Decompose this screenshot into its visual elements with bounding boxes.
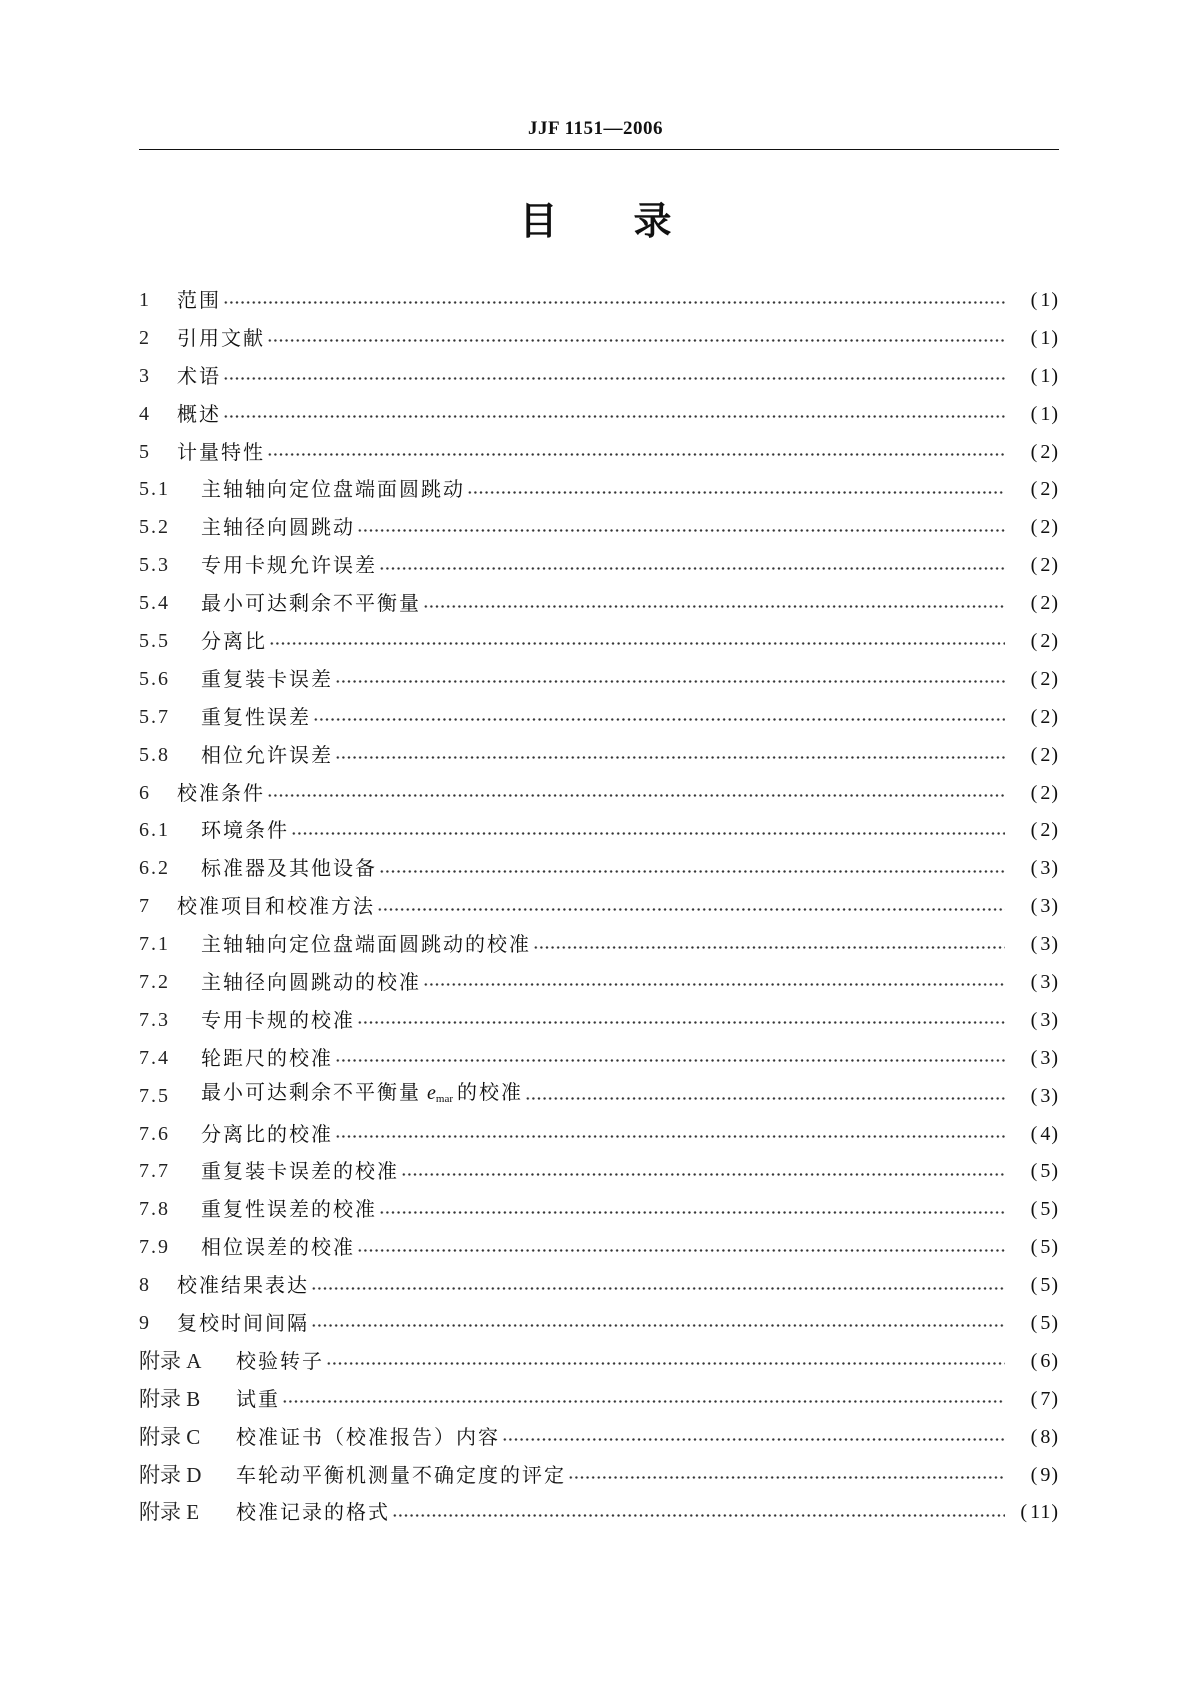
page-number-value: 2 — [1040, 440, 1052, 463]
toc-entry-title: 校准记录的格式 — [236, 1500, 390, 1525]
toc-page-number — [1009, 440, 1059, 464]
toc-entry-title: 重复性误差的校准 — [201, 1197, 377, 1222]
open-paren: ( — [1030, 1274, 1041, 1297]
toc-entry-number: 7.6 — [139, 1122, 170, 1145]
open-paren: ( — [1030, 516, 1041, 539]
toc-entry-number: 5.6 — [139, 667, 170, 690]
open-paren: ( — [1030, 440, 1041, 463]
close-paren: ) — [1051, 1274, 1059, 1297]
toc-page-number — [1009, 629, 1059, 653]
open-paren: ( — [1030, 970, 1041, 993]
toc-entry-number: 7.3 — [139, 1008, 170, 1031]
toc-dot-leader — [326, 1357, 1005, 1371]
toc-entry[interactable] — [139, 1494, 1059, 1532]
close-paren: ) — [1051, 1084, 1059, 1107]
open-paren: ( — [1030, 933, 1041, 956]
page-number-value: 5 — [1040, 1274, 1052, 1297]
toc-entry[interactable] — [139, 470, 1059, 508]
toc-entry-title: 轮距尺的校准 — [201, 1045, 333, 1070]
toc-entry-number: 6 — [139, 781, 151, 804]
toc-entry-number: 6.1 — [139, 819, 170, 842]
close-paren: ) — [1051, 781, 1059, 804]
toc-entry-number: 4 — [139, 402, 151, 425]
math-symbol-subscript: mar — [435, 1093, 453, 1106]
toc-page-number — [1009, 743, 1059, 767]
running-header: JJF 1151—2006 — [527, 118, 664, 139]
close-paren: ) — [1051, 705, 1059, 728]
toc-entry-title: 主轴径向圆跳动 — [201, 515, 355, 540]
toc-page-number — [1009, 288, 1059, 312]
toc-entry-title: 专用卡规的校准 — [201, 1007, 355, 1032]
open-paren: ( — [1030, 288, 1041, 311]
toc-entry[interactable] — [139, 963, 1059, 1001]
toc-entry-title: 校准结果表达 — [177, 1273, 309, 1298]
close-paren: ) — [1051, 1160, 1059, 1183]
close-paren: ) — [1051, 478, 1059, 501]
close-paren: ) — [1051, 326, 1059, 349]
toc-entry-number: 5.2 — [139, 516, 170, 539]
page-title-char-1: 目 — [519, 199, 558, 243]
page-number-value: 1 — [1040, 288, 1052, 311]
toc-entry[interactable] — [139, 736, 1059, 774]
toc-dot-leader — [392, 1508, 1005, 1522]
page-number-value: 5 — [1040, 1311, 1052, 1334]
toc-entry[interactable] — [139, 1190, 1059, 1228]
close-paren: ) — [1051, 1236, 1059, 1259]
toc-entry-number: 7.2 — [139, 970, 170, 993]
close-paren: ) — [1051, 819, 1059, 842]
toc-entry-number: 5.4 — [139, 592, 170, 615]
toc-entry-number: 6.2 — [139, 857, 170, 880]
toc-entry-number: 7 — [139, 895, 151, 918]
open-paren: ( — [1030, 819, 1041, 842]
toc-page-number — [1009, 553, 1059, 577]
close-paren: ) — [1051, 933, 1059, 956]
toc-entry[interactable] — [139, 1342, 1059, 1380]
close-paren: ) — [1051, 554, 1059, 577]
toc-page-number — [1009, 1349, 1059, 1373]
toc-entry[interactable] — [139, 1418, 1059, 1456]
toc-dot-leader — [568, 1471, 1005, 1485]
close-paren: ) — [1051, 1387, 1059, 1410]
toc-entry-title: 标准器及其他设备 — [201, 856, 377, 881]
page-number-value: 8 — [1040, 1425, 1052, 1448]
toc-entry-number: 附录 E — [139, 1500, 200, 1525]
page-number-value: 3 — [1040, 1084, 1052, 1107]
toc-dot-leader — [357, 1243, 1005, 1257]
toc-entry-title: 计量特性 — [177, 439, 265, 464]
toc-entry-title: 相位误差的校准 — [201, 1235, 355, 1260]
page-number-value: 3 — [1040, 970, 1052, 993]
toc-entry-title: 复校时间间隔 — [177, 1310, 309, 1335]
open-paren: ( — [1030, 1236, 1041, 1259]
close-paren: ) — [1051, 743, 1059, 766]
close-paren: ) — [1051, 1425, 1059, 1448]
toc-entry-number: 7.7 — [139, 1160, 170, 1183]
toc-page-number — [1009, 1463, 1059, 1487]
toc-entry-number: 附录 C — [139, 1424, 201, 1449]
toc-page-number — [1009, 1122, 1059, 1146]
toc-dot-leader — [357, 1016, 1005, 1030]
open-paren: ( — [1030, 629, 1041, 652]
toc-entry[interactable] — [139, 508, 1059, 546]
toc-entry-number: 2 — [139, 326, 151, 349]
toc-page-number — [1009, 1500, 1059, 1524]
toc-entry[interactable] — [139, 660, 1059, 698]
toc-entry[interactable] — [139, 887, 1059, 925]
page-title-char-2: 录 — [633, 199, 672, 243]
toc-entry-title: 概述 — [177, 401, 221, 426]
toc-page-number — [1009, 1425, 1059, 1449]
open-paren: ( — [1030, 1387, 1041, 1410]
toc-dot-leader — [223, 296, 1005, 310]
toc-entry-title: 校准条件 — [177, 780, 265, 805]
toc-entry[interactable] — [139, 319, 1059, 357]
toc-dot-leader — [423, 599, 1005, 613]
toc-dot-leader — [467, 485, 1005, 499]
page-number-value: 2 — [1040, 667, 1052, 690]
toc-entry-title: 分离比的校准 — [201, 1121, 333, 1146]
toc-entry-number: 7.4 — [139, 1046, 170, 1069]
toc-entry-title: 环境条件 — [201, 818, 289, 843]
open-paren: ( — [1030, 1425, 1041, 1448]
toc-dot-leader — [282, 1395, 1005, 1409]
toc-page-number — [1009, 1197, 1059, 1221]
open-paren: ( — [1030, 1311, 1041, 1334]
page-number-value: 2 — [1040, 629, 1052, 652]
close-paren: ) — [1051, 1501, 1059, 1524]
toc-page-number — [1009, 1235, 1059, 1259]
toc-entry-title: 最小可达剩余不平衡量 — [201, 591, 421, 616]
close-paren: ) — [1051, 364, 1059, 387]
toc-entry[interactable] — [139, 1039, 1059, 1077]
toc-entry-number: 7.5 — [139, 1084, 170, 1107]
open-paren: ( — [1030, 1198, 1041, 1221]
close-paren: ) — [1051, 1311, 1059, 1334]
toc-entry-title: 重复装卡误差 — [201, 666, 333, 691]
page-number-value: 11 — [1030, 1501, 1052, 1524]
toc-entry-number: 3 — [139, 364, 151, 387]
toc-entry-title: 专用卡规允许误差 — [201, 553, 377, 578]
toc-entry[interactable] — [139, 1115, 1059, 1153]
toc-entry[interactable] — [139, 774, 1059, 812]
toc-entry-title: 相位允许误差 — [201, 742, 333, 767]
toc-page-number — [1009, 1084, 1059, 1108]
toc-entry-title: 主轴轴向定位盘端面圆跳动的校准 — [201, 932, 531, 957]
math-symbol — [427, 1082, 457, 1104]
toc-entry-title: 主轴径向圆跳动的校准 — [201, 969, 421, 994]
toc-entry[interactable] — [139, 1380, 1059, 1418]
toc-entry-title: 重复性误差 — [201, 704, 311, 729]
close-paren: ) — [1051, 857, 1059, 880]
toc-dot-leader — [267, 334, 1005, 348]
toc-entry[interactable] — [139, 1304, 1059, 1342]
toc-page-number — [1009, 1046, 1059, 1070]
toc-entry[interactable] — [139, 395, 1059, 433]
toc-dot-leader — [223, 410, 1005, 424]
open-paren: ( — [1030, 743, 1041, 766]
toc-dot-leader — [379, 864, 1005, 878]
toc-entry-number: 7.9 — [139, 1236, 170, 1259]
toc-entry-title-text: 最小可达剩余不平衡量 — [201, 1080, 421, 1105]
toc-entry-title: 分离比 — [201, 628, 267, 653]
toc-entry[interactable] — [139, 1228, 1059, 1266]
table-of-contents — [139, 281, 1059, 1531]
toc-entry[interactable] — [139, 1001, 1059, 1039]
page-number-value: 6 — [1040, 1349, 1052, 1372]
page-number-value: 1 — [1040, 364, 1052, 387]
toc-dot-leader — [223, 372, 1005, 386]
close-paren: ) — [1051, 592, 1059, 615]
close-paren: ) — [1051, 895, 1059, 918]
close-paren: ) — [1051, 440, 1059, 463]
page-number-value: 3 — [1040, 1008, 1052, 1031]
toc-entry[interactable] — [139, 1456, 1059, 1494]
toc-page-number — [1009, 1387, 1059, 1411]
open-paren: ( — [1020, 1501, 1031, 1524]
open-paren: ( — [1030, 781, 1041, 804]
toc-dot-leader — [311, 1319, 1005, 1333]
toc-entry-number: 8 — [139, 1274, 151, 1297]
toc-entry[interactable] — [139, 1152, 1059, 1190]
close-paren: ) — [1051, 288, 1059, 311]
toc-dot-leader — [377, 902, 1005, 916]
toc-entry-title: 术语 — [177, 363, 221, 388]
page-number-value: 2 — [1040, 478, 1052, 501]
toc-entry-number: 1 — [139, 288, 151, 311]
close-paren: ) — [1051, 1008, 1059, 1031]
toc-dot-leader — [379, 561, 1005, 575]
header-rule — [139, 149, 1059, 150]
toc-entry-number: 5.3 — [139, 554, 170, 577]
toc-entry-title: 车轮动平衡机测量不确定度的评定 — [236, 1462, 566, 1487]
toc-page-number — [1009, 705, 1059, 729]
toc-page-number — [1009, 477, 1059, 501]
toc-entry-number: 7.1 — [139, 933, 170, 956]
open-paren: ( — [1030, 895, 1041, 918]
open-paren: ( — [1030, 667, 1041, 690]
toc-page-number — [1009, 667, 1059, 691]
page-number-value: 2 — [1040, 819, 1052, 842]
page-number-value: 3 — [1040, 933, 1052, 956]
page-number-value: 1 — [1040, 402, 1052, 425]
open-paren: ( — [1030, 857, 1041, 880]
toc-dot-leader — [525, 1092, 1005, 1106]
close-paren: ) — [1051, 1198, 1059, 1221]
page-number-value: 7 — [1040, 1387, 1052, 1410]
open-paren: ( — [1030, 326, 1041, 349]
toc-dot-leader — [502, 1433, 1005, 1447]
page-number-value: 1 — [1040, 326, 1052, 349]
toc-page-number — [1009, 894, 1059, 918]
toc-entry[interactable] — [139, 811, 1059, 849]
toc-page-number — [1009, 1159, 1059, 1183]
toc-dot-leader — [379, 1205, 1005, 1219]
page-number-value: 2 — [1040, 592, 1052, 615]
open-paren: ( — [1030, 1084, 1041, 1107]
toc-entry[interactable] — [139, 849, 1059, 887]
toc-entry-title: 校验转子 — [236, 1348, 324, 1373]
toc-entry-number: 附录 D — [139, 1462, 202, 1487]
page-number-value: 9 — [1040, 1463, 1052, 1486]
page-number-value: 5 — [1040, 1198, 1052, 1221]
toc-entry[interactable] — [139, 1266, 1059, 1304]
toc-dot-leader — [401, 1167, 1005, 1181]
toc-dot-leader — [335, 675, 1005, 689]
toc-entry-number: 附录 A — [139, 1348, 202, 1373]
close-paren: ) — [1051, 667, 1059, 690]
toc-entry[interactable] — [139, 357, 1059, 395]
open-paren: ( — [1030, 1046, 1041, 1069]
toc-entry-number: 5.7 — [139, 705, 170, 728]
open-paren: ( — [1030, 592, 1041, 615]
close-paren: ) — [1051, 402, 1059, 425]
toc-entry-number: 7.8 — [139, 1198, 170, 1221]
toc-entry[interactable] — [139, 433, 1059, 471]
open-paren: ( — [1030, 705, 1041, 728]
toc-entry-title: 引用文献 — [177, 325, 265, 350]
toc-entry-number: 9 — [139, 1311, 151, 1334]
toc-dot-leader — [313, 713, 1005, 727]
open-paren: ( — [1030, 1122, 1041, 1145]
open-paren: ( — [1030, 1463, 1041, 1486]
toc-entry-title: 试重 — [236, 1386, 280, 1411]
toc-dot-leader — [533, 940, 1005, 954]
page-number-value: 2 — [1040, 554, 1052, 577]
page-number-value: 5 — [1040, 1160, 1052, 1183]
open-paren: ( — [1030, 1160, 1041, 1183]
toc-dot-leader — [423, 978, 1005, 992]
toc-entry[interactable] — [139, 584, 1059, 622]
page-number-value: 2 — [1040, 781, 1052, 804]
toc-entry[interactable] — [139, 925, 1059, 963]
toc-page-number — [1009, 1008, 1059, 1032]
toc-entry-title: 主轴轴向定位盘端面圆跳动 — [201, 477, 465, 502]
close-paren: ) — [1051, 1463, 1059, 1486]
toc-page-number — [1009, 515, 1059, 539]
toc-entry-title — [201, 1080, 523, 1111]
close-paren: ) — [1051, 1046, 1059, 1069]
page-number-value: 2 — [1040, 705, 1052, 728]
toc-dot-leader — [269, 637, 1005, 651]
toc-entry-number: 5.8 — [139, 743, 170, 766]
toc-page-number — [1009, 1311, 1059, 1335]
page-number-value: 3 — [1040, 857, 1052, 880]
math-symbol-base: e — [427, 1082, 436, 1105]
toc-page-number — [1009, 326, 1059, 350]
open-paren: ( — [1030, 402, 1041, 425]
page-title — [0, 197, 1191, 245]
toc-entry[interactable] — [139, 281, 1059, 319]
page-number-value: 2 — [1040, 743, 1052, 766]
toc-entry-title: 校准证书（校准报告）内容 — [236, 1424, 500, 1449]
page-number-value: 4 — [1040, 1122, 1052, 1145]
close-paren: ) — [1051, 516, 1059, 539]
toc-page-number — [1009, 402, 1059, 426]
open-paren: ( — [1030, 478, 1041, 501]
toc-page-number — [1009, 856, 1059, 880]
toc-entry-number: 附录 B — [139, 1386, 201, 1411]
toc-entry-title: 范围 — [177, 287, 221, 312]
toc-entry[interactable] — [139, 546, 1059, 584]
open-paren: ( — [1030, 554, 1041, 577]
page-number-value: 5 — [1040, 1236, 1052, 1259]
toc-page-number — [1009, 364, 1059, 388]
toc-entry[interactable] — [139, 622, 1059, 660]
toc-page-number — [1009, 591, 1059, 615]
toc-dot-leader — [335, 1054, 1005, 1068]
toc-entry[interactable] — [139, 1077, 1059, 1115]
open-paren: ( — [1030, 1349, 1041, 1372]
toc-entry-title: 重复装卡误差的校准 — [201, 1159, 399, 1184]
toc-dot-leader — [335, 751, 1005, 765]
toc-page-number — [1009, 781, 1059, 805]
toc-page-number — [1009, 932, 1059, 956]
close-paren: ) — [1051, 1122, 1059, 1145]
toc-dot-leader — [335, 1130, 1005, 1144]
toc-dot-leader — [357, 523, 1005, 537]
toc-dot-leader — [267, 789, 1005, 803]
toc-page-number — [1009, 1273, 1059, 1297]
toc-entry-number: 5.1 — [139, 478, 170, 501]
close-paren: ) — [1051, 629, 1059, 652]
page-number-value: 3 — [1040, 895, 1052, 918]
page-number-value: 2 — [1040, 516, 1052, 539]
open-paren: ( — [1030, 364, 1041, 387]
toc-entry[interactable] — [139, 698, 1059, 736]
toc-entry-title: 校准项目和校准方法 — [177, 894, 375, 919]
toc-entry-number: 5.5 — [139, 629, 170, 652]
close-paren: ) — [1051, 1349, 1059, 1372]
toc-dot-leader — [311, 1281, 1005, 1295]
toc-entry-number: 5 — [139, 440, 151, 463]
toc-dot-leader — [267, 448, 1005, 462]
toc-page-number — [1009, 970, 1059, 994]
toc-dot-leader — [291, 826, 1005, 840]
page-number-value: 3 — [1040, 1046, 1052, 1069]
toc-page-number — [1009, 818, 1059, 842]
close-paren: ) — [1051, 970, 1059, 993]
open-paren: ( — [1030, 1008, 1041, 1031]
toc-entry-title-text-after: 的校准 — [457, 1080, 523, 1105]
